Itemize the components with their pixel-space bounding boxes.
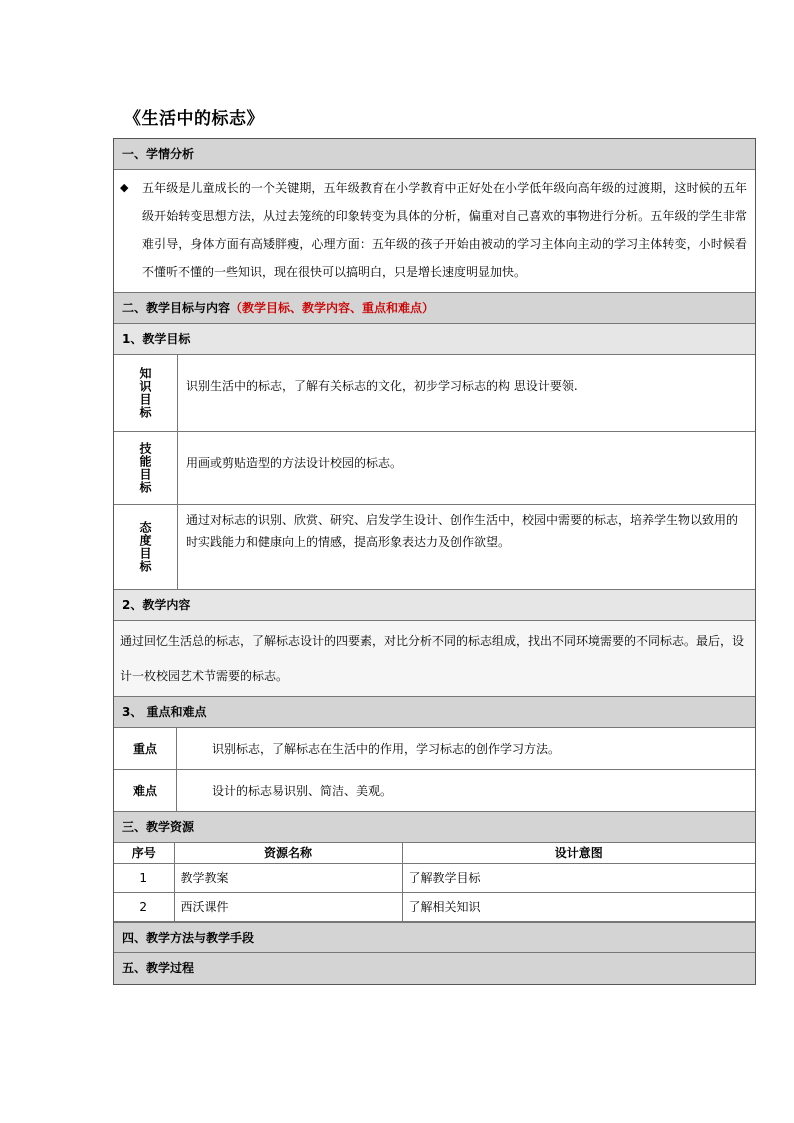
table-row <box>114 863 755 892</box>
table-row <box>114 892 755 921</box>
subsection-goals: 1、教学目标 <box>114 324 755 355</box>
goal-text: 识别生活中的标志，了解有关标志的文化，初步学习标志的构 思设计要领. <box>186 379 578 393</box>
diamond-bullet-icon: ◆ <box>120 181 129 194</box>
column-header: 设计意图 <box>402 843 755 863</box>
goal-label: 技能目标 <box>138 442 152 494</box>
goal-row-skill <box>114 432 755 505</box>
key-point-row <box>114 728 755 770</box>
key-point-text: 识别标志，了解标志在生活中的作用，学习标志的创作学习方法。 <box>212 742 561 756</box>
section-goals-header <box>114 293 755 324</box>
resources-table <box>114 843 755 922</box>
goals-header-note: （教学目标、教学内容、重点和难点） <box>230 301 435 315</box>
resource-no: 2 <box>114 892 174 921</box>
difficulty-label: 难点 <box>114 770 177 811</box>
goal-label: 知识目标 <box>138 367 152 419</box>
table-header-row <box>114 843 755 863</box>
column-header: 序号 <box>114 843 174 863</box>
goal-row-knowledge <box>114 355 755 432</box>
goal-label: 态度目标 <box>138 521 152 573</box>
lesson-plan-table <box>113 138 756 985</box>
resource-no: 1 <box>114 863 174 892</box>
analysis-body <box>114 170 755 293</box>
subsection-content: 2、教学内容 <box>114 590 755 621</box>
difficulty-text: 设计的标志易识别、简洁、美观。 <box>212 784 393 798</box>
section-process-header: 五、教学过程 <box>114 953 755 984</box>
content-text: 通过回忆生活总的标志，了解标志设计的四要素，对比分析不同的标志组成，找出不同环境需要的不同标志。最后，设计一枚校园艺术节需要的标志。 <box>114 621 755 697</box>
section-resources-header: 三、教学资源 <box>114 812 755 843</box>
goal-text: 通过对标志的识别、欣赏、研究、启发学生设计、创作生活中，校园中需要的标志，培养学生物以致用的时实践能力和健康向上的情感，提高形象表达力及创作欲望。 <box>186 513 739 549</box>
column-header: 资源名称 <box>174 843 402 863</box>
goal-row-attitude <box>114 505 755 590</box>
goal-text: 用画或剪贴造型的方法设计校园的标志。 <box>186 456 403 470</box>
section-analysis-header: 一、学情分析 <box>114 139 755 170</box>
resource-name: 西沃课件 <box>174 892 402 921</box>
goals-header-main: 二、教学目标与内容 <box>122 301 231 315</box>
difficulty-row <box>114 770 755 812</box>
analysis-text: 五年级是儿童成长的一个关键期，五年级教育在小学教育中正好处在小学低年级向高年级的过渡期，这时候的五年级开始转变思想方法，从过去笼统的印象转变为具体的分析，偏重对自己喜欢的事物进行分析。五年级的学生非常难引导，身体方面有高矮胖瘦，心理方面：五年级的孩子开始由被动的学习主体向主动的学习主体转变，小时候看不懂听不懂的一些知识，现在很快可以搞明白，只是增长速度明显加快。 <box>142 181 747 279</box>
document-title: 《生活中的标志》 <box>124 109 264 129</box>
section-methods-header: 四、教学方法与教学手段 <box>114 922 755 953</box>
key-point-label: 重点 <box>114 728 177 769</box>
resource-intent: 了解教学目标 <box>402 863 755 892</box>
resource-intent: 了解相关知识 <box>402 892 755 921</box>
resource-name: 教学教案 <box>174 863 402 892</box>
subsection-key-points: 3、 重点和难点 <box>114 697 755 728</box>
